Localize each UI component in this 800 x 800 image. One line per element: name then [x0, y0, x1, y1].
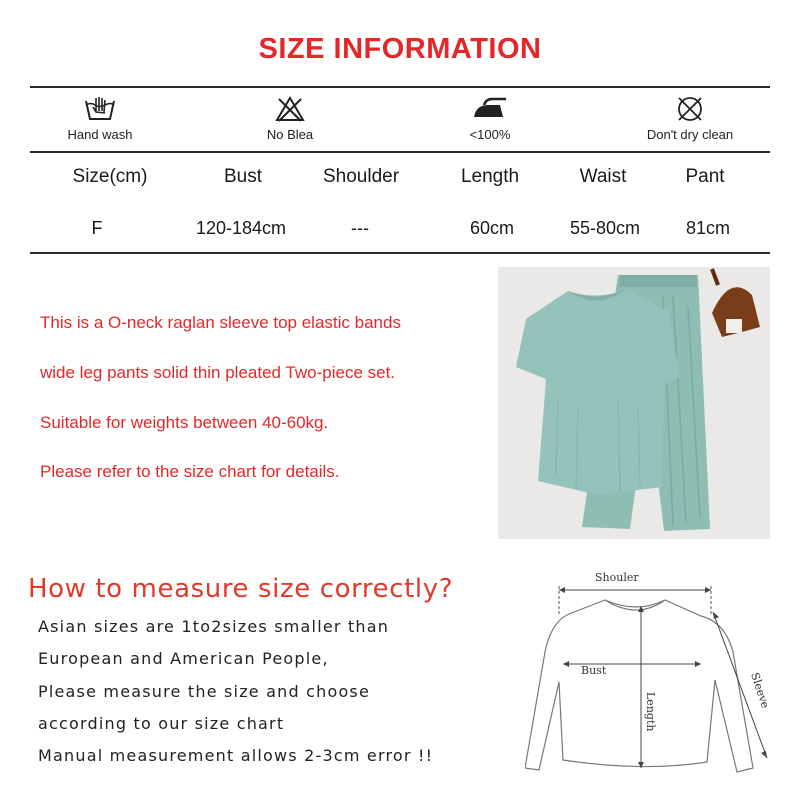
- table-header: Waist: [579, 166, 627, 187]
- description-line: wide leg pants solid thin pleated Two-piece set.: [40, 363, 396, 382]
- measurement-diagram: [525, 562, 780, 792]
- table-header: Shoulder: [322, 166, 400, 187]
- table-cell: 120-184cm: [195, 218, 287, 238]
- shoulder-label: Shouler: [595, 571, 639, 584]
- care-no-bleach: [200, 95, 380, 142]
- care-label: Hand wash: [67, 127, 133, 142]
- table-cell: ---: [351, 218, 369, 238]
- table-cell: 81cm: [685, 218, 730, 238]
- care-label: Don't dry clean: [646, 127, 734, 142]
- table-header: Size(cm): [72, 166, 148, 187]
- table-header: Pant: [685, 166, 725, 187]
- description-line: Please refer to the size chart for details.: [40, 462, 340, 481]
- care-label: <100%: [469, 127, 511, 142]
- care-no-dry-clean: [600, 95, 780, 142]
- table-cell: 60cm: [469, 218, 514, 238]
- iron-icon: [470, 95, 510, 123]
- howto-line: Please measure the size and choose: [38, 682, 371, 701]
- page-title: SIZE INFORMATION: [258, 33, 542, 65]
- product-photo: [498, 267, 770, 539]
- no-bleach-icon: [275, 95, 305, 123]
- howto-line: according to our size chart: [38, 714, 285, 733]
- howto-title: How to measure size correctly?: [28, 574, 454, 604]
- howto-line: European and American People,: [38, 649, 329, 668]
- divider: [30, 86, 770, 88]
- divider: [30, 151, 770, 153]
- care-hand-wash: [10, 95, 190, 142]
- sleeve-label: Sleeve: [748, 670, 772, 710]
- table-cell: 55-80cm: [569, 218, 641, 238]
- table-header: Bust: [223, 166, 263, 187]
- howto-line: Manual measurement allows 2-3cm error !!: [38, 746, 434, 765]
- howto-line: Asian sizes are 1to2sizes smaller than: [38, 617, 390, 636]
- hand-wash-icon: [83, 95, 117, 123]
- description-line: This is a O-neck raglan sleeve top elastic bands: [40, 313, 401, 332]
- care-label: No Blea: [266, 127, 314, 142]
- care-iron: [400, 95, 580, 142]
- description-line: Suitable for weights between 40-60kg.: [40, 413, 329, 432]
- length-label: Length: [644, 692, 657, 732]
- table-header: Length: [460, 166, 520, 187]
- bust-label: Bust: [581, 664, 607, 677]
- no-dry-clean-icon: [675, 95, 705, 123]
- divider: [30, 252, 770, 254]
- table-cell: F: [91, 218, 103, 238]
